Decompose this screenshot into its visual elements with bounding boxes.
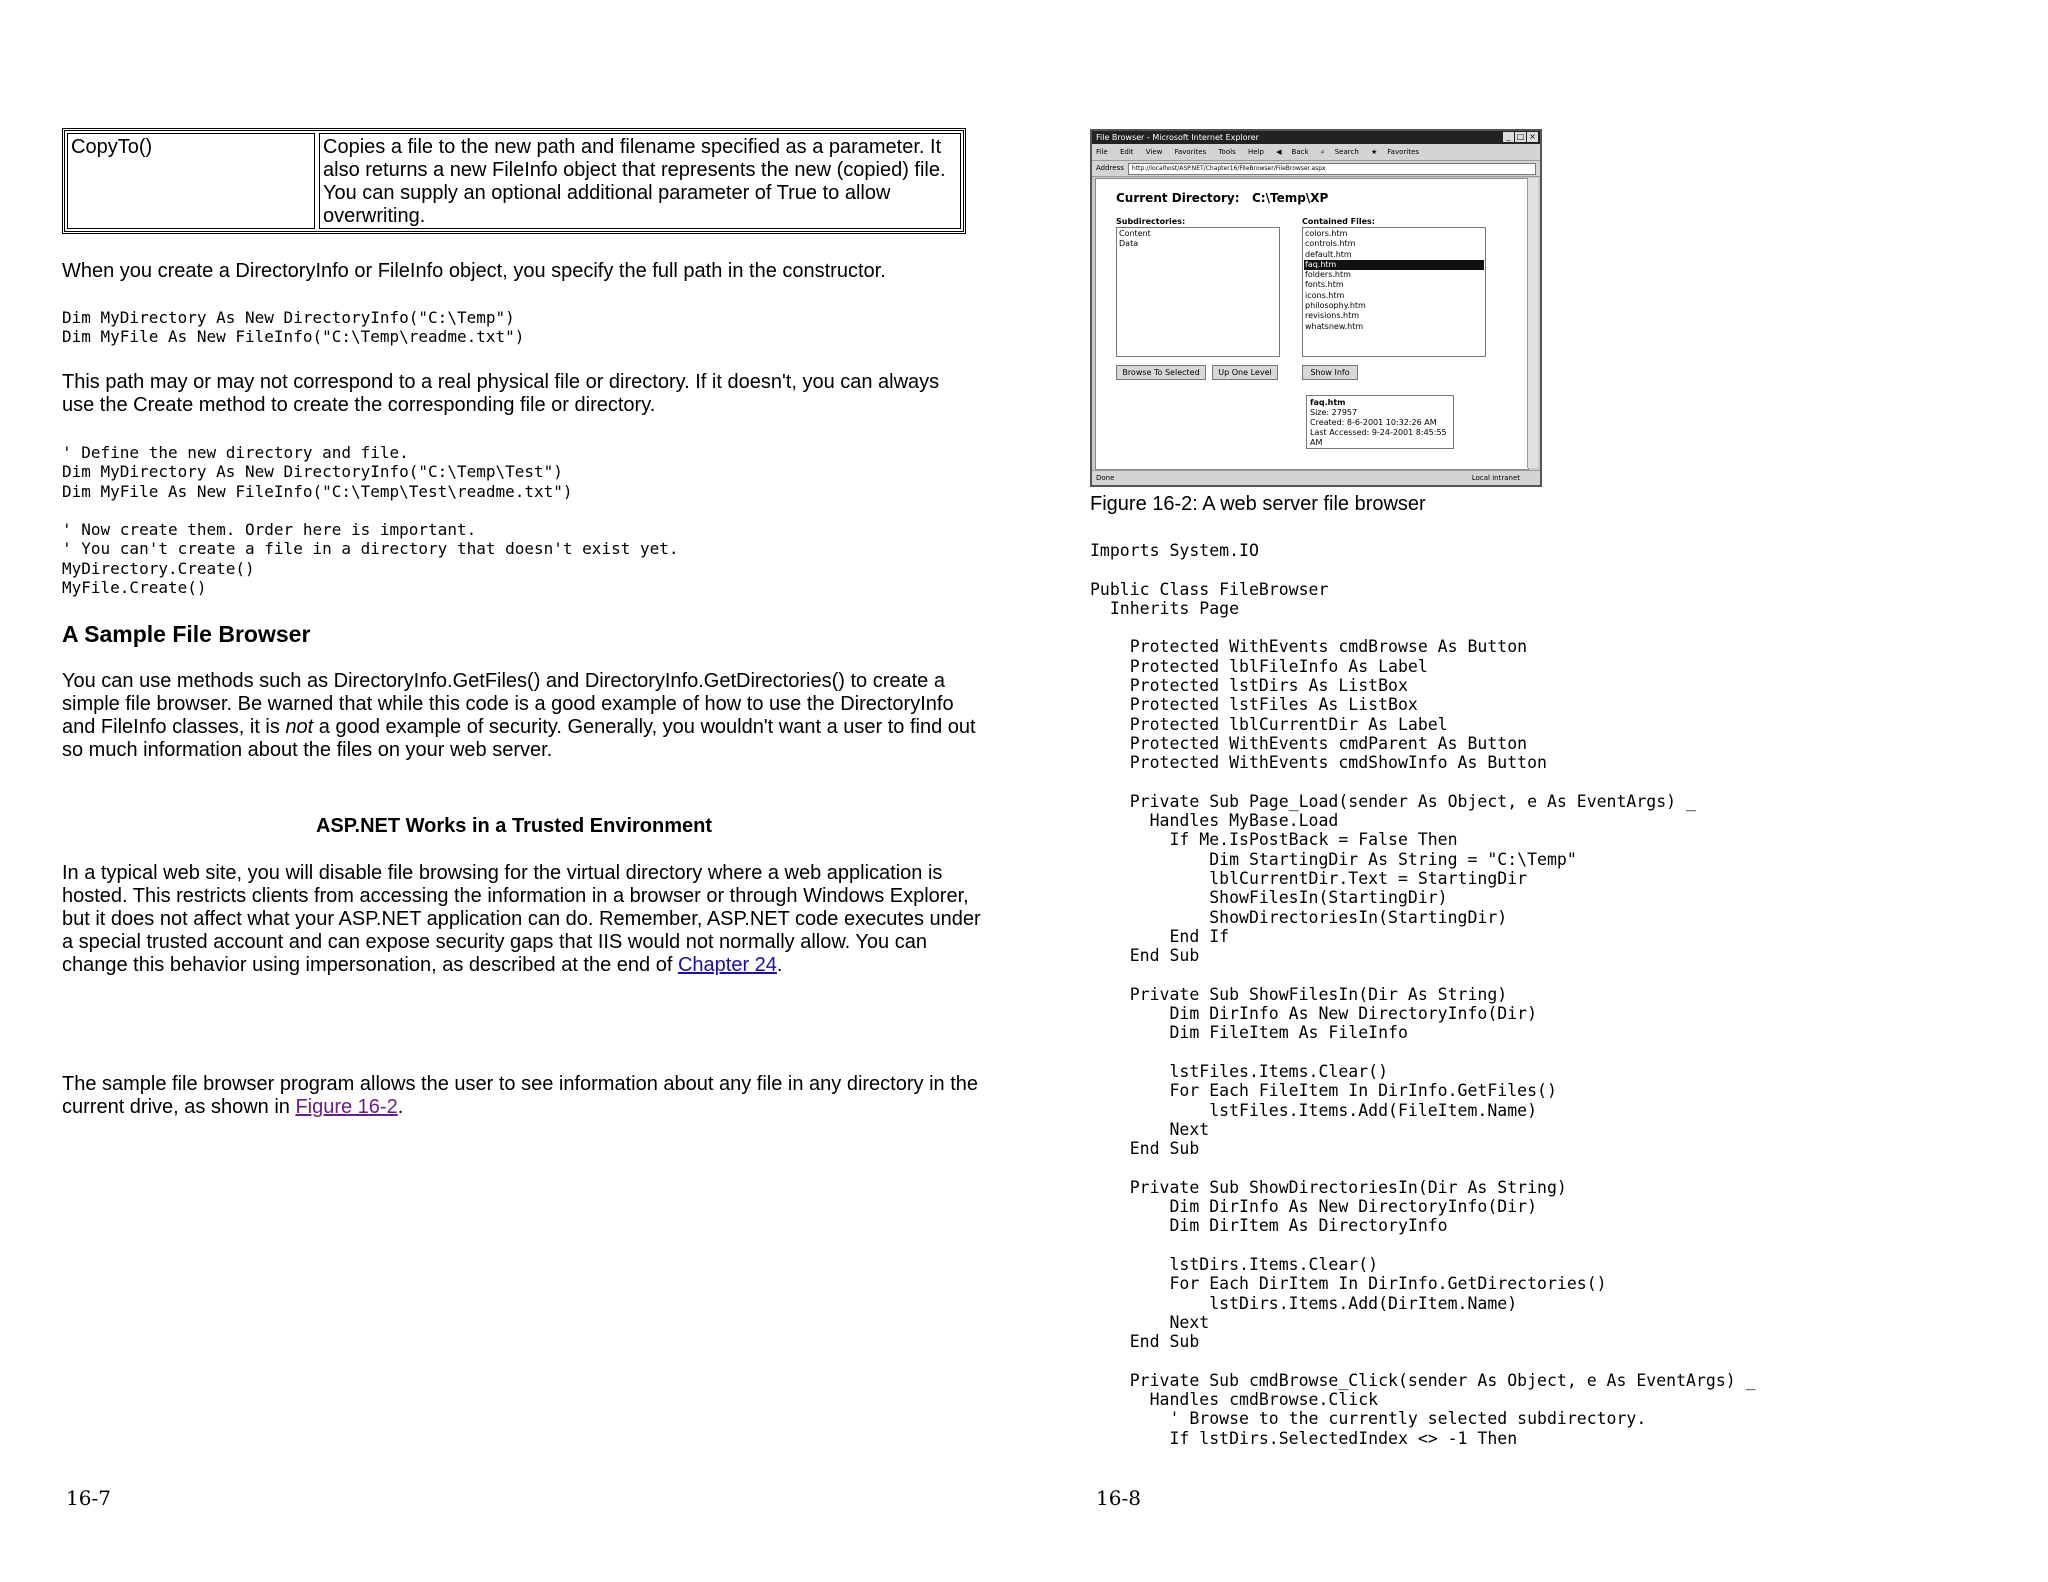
method-name-cell: CopyTo() <box>67 133 315 229</box>
search-button[interactable]: Search <box>1334 148 1359 156</box>
section-heading: A Sample File Browser <box>62 621 311 647</box>
close-icon[interactable]: × <box>1527 132 1538 142</box>
browser-status-bar <box>1092 470 1540 485</box>
current-directory-value: C:\Temp\XP <box>1252 191 1329 205</box>
file-item[interactable]: whatsnew.htm <box>1305 321 1364 331</box>
para5-text: The sample file browser program allows the user to see information about any file in any directory in the current drive, as shown in <box>62 1073 979 1118</box>
status-zone: Local intranet <box>1471 474 1520 482</box>
menu-help[interactable]: Help <box>1247 148 1264 156</box>
code-block-create: ' Define the new directory and file. Dim MyDirectory As New DirectoryInfo("C:\Temp\Test") Dim MyFile As New FileInfo("C:\Temp\Test\readme.txt") ' Now create them. Order here is important. ' You can't create a file in a directory that doesn't exist yet. MyDirectory.Create() MyFile.Create() <box>62 443 679 598</box>
file-item[interactable]: controls.htm <box>1305 239 1356 249</box>
file-info-size: Size: 27957 <box>1310 408 1358 417</box>
minimize-icon[interactable]: _ <box>1503 132 1514 142</box>
file-info-accessed: Last Accessed: 9-24-2001 8:45:55 AM <box>1310 428 1447 447</box>
subdirectory-item[interactable]: Data <box>1119 239 1139 249</box>
figure-caption: Figure 16-2: A web server file browser <box>1090 493 1426 515</box>
para4-end: . <box>776 954 783 976</box>
browser-menu-bar <box>1092 144 1540 161</box>
file-item[interactable]: icons.htm <box>1305 290 1345 300</box>
method-table <box>62 128 966 234</box>
up-one-level-button[interactable]: Up One Level <box>1212 365 1278 380</box>
page-number-right: 16-8 <box>1096 1486 1141 1510</box>
show-info-button[interactable]: Show Info <box>1302 365 1358 380</box>
back-button[interactable]: Back <box>1291 148 1309 156</box>
file-item[interactable]: fonts.htm <box>1305 280 1344 290</box>
subdirectory-item[interactable]: Content <box>1119 229 1151 238</box>
para5-end: . <box>397 1096 404 1118</box>
current-directory-label: Current Directory: <box>1116 191 1240 205</box>
menu-view[interactable]: View <box>1145 148 1163 156</box>
menu-favorites[interactable]: Favorites <box>1174 148 1207 156</box>
menu-tools[interactable]: Tools <box>1218 148 1236 156</box>
file-item[interactable]: philosophy.htm <box>1305 301 1366 311</box>
browser-title-bar <box>1092 131 1540 144</box>
para4-text: In a typical web site, you will disable file browsing for the virtual directory where a web application is hosted. This restricts clients from accessing the information in a browser or through Windows Explorer, but it does not affect what your ASP.NET application can do. Remember, ASP.NET code executes under a special trusted account and can expose security gaps that IIS would not normally allow. You can change this behavior using impersonation, as described at the end of <box>62 862 981 976</box>
file-browser-screenshot <box>1090 129 1542 487</box>
contained-files-label: Contained Files: <box>1302 217 1375 226</box>
file-item[interactable]: default.htm <box>1305 249 1352 259</box>
status-done: Done <box>1096 474 1115 482</box>
file-info-name: faq.htm <box>1310 398 1346 407</box>
menu-file[interactable]: File <box>1096 148 1108 156</box>
vertical-scrollbar[interactable] <box>1527 178 1538 468</box>
file-item[interactable]: folders.htm <box>1305 270 1351 280</box>
para3-text-b: a good example of security. Generally, you wouldn't want a user to find out so much information about the files on your web server. <box>62 716 976 761</box>
back-icon[interactable]: ◀ <box>1276 148 1282 156</box>
file-info-panel <box>1306 395 1454 449</box>
address-label: Address <box>1096 164 1124 172</box>
para3-text-a: You can use methods such as DirectoryInfo.GetFiles() and DirectoryInfo.GetDirectories() to create a simple file browser. Be warned that while this code is a good example of how to use the DirectoryInfo and FileInfo classes, it is <box>62 670 954 738</box>
browser-address-bar <box>1092 161 1540 177</box>
favorites-button[interactable]: Favorites <box>1387 148 1419 156</box>
search-icon[interactable]: ⌕ <box>1320 148 1325 156</box>
maximize-icon[interactable]: □ <box>1516 132 1525 141</box>
subdirectories-label: Subdirectories: <box>1116 217 1186 226</box>
browser-content <box>1095 178 1529 470</box>
code-block-constructor: Dim MyDirectory As New DirectoryInfo("C:\Temp") Dim MyFile As New FileInfo("C:\Temp\readme.txt") <box>62 308 525 347</box>
browser-title: File Browser - Microsoft Internet Explorer <box>1096 133 1259 142</box>
files-listbox[interactable] <box>1302 227 1486 357</box>
method-description-cell: Copies a file to the new path and filename specified as a parameter. It also returns a new FileInfo object that represents the new (copied) file. You can supply an optional additional parameter of True to allow overwriting. <box>319 133 961 229</box>
paragraph-trusted-environment <box>62 862 982 977</box>
paragraph-physical-path: This path may or may not correspond to a real physical file or directory. If it doesn't, you can always use the Create method to create the corresponding file or directory. <box>62 371 940 416</box>
page-number-left: 16-7 <box>66 1486 111 1510</box>
browse-to-selected-button[interactable]: Browse To Selected <box>1116 365 1206 380</box>
figure-16-2-link[interactable]: Figure 16-2 <box>295 1096 398 1118</box>
subdirectories-listbox[interactable] <box>1116 227 1280 357</box>
menu-edit[interactable]: Edit <box>1119 148 1134 156</box>
file-item[interactable]: colors.htm <box>1305 229 1348 238</box>
window-controls <box>1503 132 1538 142</box>
file-info-created: Created: 8-6-2001 10:32:26 AM <box>1310 418 1437 427</box>
address-input[interactable]: http://localhost/ASP.NET/Chapter16/FileBrowser/FileBrowser.aspx <box>1128 163 1536 175</box>
chapter-24-link[interactable]: Chapter 24 <box>677 954 777 976</box>
sidebar-heading: ASP.NET Works in a Trusted Environment <box>315 815 712 837</box>
paragraph-file-browser-intro <box>62 670 982 762</box>
para3-emphasis: not <box>285 716 314 738</box>
file-item[interactable]: revisions.htm <box>1305 311 1360 321</box>
paragraph-constructor: When you create a DirectoryInfo or FileInfo object, you specify the full path in the constructor. <box>62 260 886 282</box>
paragraph-figure-reference <box>62 1073 982 1119</box>
code-block-filebrowser: Imports System.IO Public Class FileBrowser Inherits Page Protected WithEvents cmdBrowse As Button Protected lblFileInfo As Label Protected lstDirs As ListBox Protected lstFiles As ListBox Protected lblCurrentDir As Label Protected WithEvents cmdParent As Button Protected WithEvents cmdShowInfo As Button Private Sub Page_Load(sender As Object, e As EventArgs) _ Handles MyBase.Load If Me.IsPostBack = False Then Dim StartingDir As String = "C:\Temp" lblCurrentDir.Text = StartingDir ShowFilesIn(StartingDir) ShowDirectoriesIn(StartingDir) End If End Sub Private Sub ShowFilesIn(Dir As String) Dim DirInfo As New DirectoryInfo(Dir) Dim FileItem As FileInfo lstFiles.Items.Clear() For Each FileItem In DirInfo.GetFiles() lstFiles.Items.Add(FileItem.Name) Next End Sub Private Sub ShowDirectoriesIn(Dir As String) Dim DirInfo As New DirectoryInfo(Dir) Dim DirItem As DirectoryInfo lstDirs.Items.Clear() For Each DirItem In DirInfo.GetDirectories() lstDirs.Items.Add(DirItem.Name) Next End Sub Private Sub cmdBrowse_Click(sender As Object, e As EventArgs) _ Handles cmdBrowse.Click ' Browse to the currently selected subdirectory. If lstDirs.SelectedIndex <> -1 Then <box>1090 541 1756 1448</box>
file-item-selected[interactable]: faq.htm <box>1304 260 1484 270</box>
favorites-icon[interactable]: ★ <box>1371 148 1378 156</box>
